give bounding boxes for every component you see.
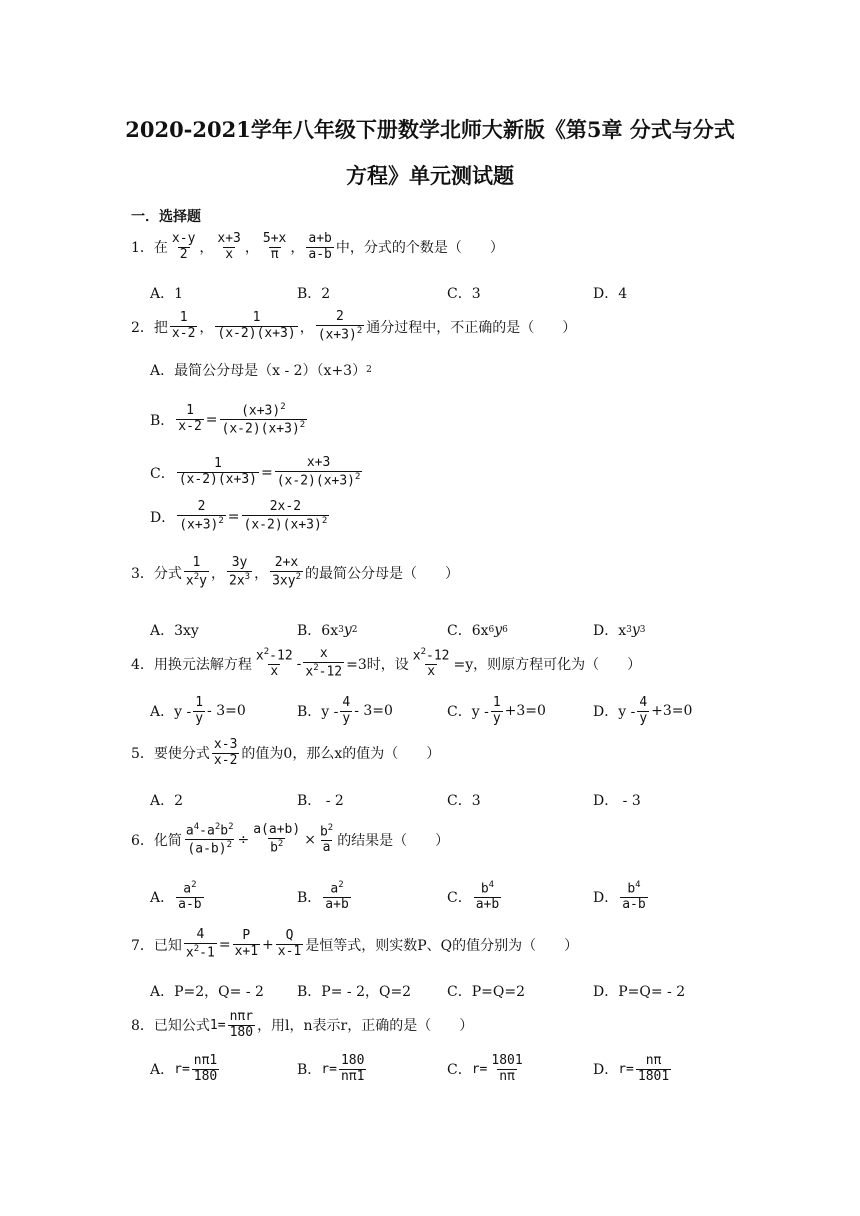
q7-option-b: B．P= - 2，Q=2 (297, 984, 412, 1000)
section-heading: 一．选择题 (131, 209, 201, 225)
q2-option-d: D． $\frac{2}{(x+3)^2}$ = $\frac{2x-2}{(x-2)(x+3)^2}$ (150, 499, 328, 533)
fraction: $\frac{5+x}{\pi}$ (262, 231, 287, 262)
question-4: 4．用换元法解方程 $\frac{x^2-12}{x}$ - $\frac{x}{x^2-12}$ =3时，设 $\frac{x^2-12}{x}$ =y，则原方程可化为（ ） (131, 646, 642, 680)
q7-option-a: A．P=2，Q= - 2 (150, 984, 264, 1000)
q3-option-c: C．6x 6 y 6 (447, 622, 508, 639)
q4-option-c: C．y - $\frac{1}{y}$ +3=0 (447, 695, 546, 726)
fraction: $\frac{x^2-12}{x}$ (255, 647, 293, 680)
q5-option-a: A．2 (150, 793, 184, 809)
question-1: 1．在 $\frac{x-y}{2}$ ， $\frac{x+3}{x}$ ， $\frac{5+x}{\pi}$ ， $\frac{a+b}{a-b}$ 中，分式的个数是（ ） (131, 231, 504, 262)
question-7: 7．已知 $\frac{4}{x^2-1}$ = $\frac{P}{x+1}$ + $\frac{Q}{x-1}$ 是恒等式，则实数P、Q的值分别为（ ） (131, 927, 579, 961)
fraction: $\frac{a(a+b)}{b^2}$ (253, 822, 301, 856)
q7-option-c: C．P=Q=2 (447, 984, 525, 1000)
fraction: $\frac{4}{x^2-1}$ (185, 927, 215, 961)
title-line-2: 方程》单元测试题 (346, 163, 514, 188)
q8-option-d: D． r= $\frac{n\pi}{1801}$ (593, 1053, 670, 1084)
q7-option-d: D．P=Q= - 2 (593, 984, 686, 1000)
fraction: $\frac{a^4-a^2b^2}{(a-b)^2}$ (185, 822, 234, 857)
q4-option-a: A．y - $\frac{1}{y}$ - 3=0 (150, 695, 246, 726)
q6-option-c: C． $\frac{b^4}{a+b}$ (447, 880, 500, 913)
question-6: 6．化简 $\frac{a^4-a^2b^2}{(a-b)^2}$ ÷ $\frac{a(a+b)}{b^2}$ × $\frac{b^2}{a}$ 的结果是（ ） (131, 822, 450, 857)
fraction: $\frac{b^2}{a}$ (319, 823, 334, 856)
fraction: $\frac{1}{x^2y}$ (185, 555, 207, 589)
q6-option-a: A． $\frac{a^2}{a-b}$ (150, 880, 202, 913)
q2-option-a: A．最简公分母是（x - 2）（x+3） 2 (150, 363, 372, 379)
q8-option-c: C． r= $\frac{1801}{n\pi}$ (447, 1053, 523, 1084)
fraction: $\frac{1}{x-2}$ (171, 310, 196, 342)
q3-option-d: D．x 3 y 3 (593, 622, 646, 639)
q4-option-b: B．y - $\frac{4}{y}$ - 3=0 (297, 695, 393, 726)
q2-option-c: C． $\frac{1}{(x-2)(x+3)}$ = $\frac{x+3}{(x-2)(x+3)^2}$ (150, 455, 361, 489)
q1-option-b: B．2 (297, 286, 331, 302)
question-8: 8．已知公式 1= $\frac{\text{nπr}}{180}$ ，用l，n表示r，正确的是（ ） (131, 1009, 474, 1040)
question-2: 2．把 $\frac{1}{x-2}$ ， $\frac{1}{(x-2)(x+3)}$ ， $\frac{2}{(x+3)^2}$ 通分过程中，不正确的是（ ） (131, 309, 577, 343)
question-5: 5．要使分式 $\frac{x-3}{x-2}$ 的值为0，那么x的值为（ ） (131, 737, 441, 768)
q1-option-c: C．3 (447, 286, 481, 302)
q3-option-b: B．6x 3 y 2 (297, 622, 358, 639)
fraction: $\frac{2+x}{3xy^2}$ (272, 555, 301, 589)
title-line-1: 2020-2021学年八年级下册数学北师大新版《第5章 分式与分式 (125, 117, 735, 142)
fraction: $\frac{Q}{x-1}$ (277, 928, 302, 960)
q2-option-b: B． $\frac{1}{x-2}$ = $\frac{(x+3)^2}{(x-2)(x+3)^2}$ (150, 402, 306, 437)
question-3: 3．分式 $\frac{1}{x^2y}$ ， $\frac{3y}{2x^3}$ ， $\frac{2+x}{3xy^2}$ 的最简公分母是（ ） (131, 555, 459, 589)
fraction: $\frac{\text{nπr}}{180}$ (229, 1009, 254, 1040)
fraction: $\frac{2}{(x+3)^2}$ (317, 309, 363, 343)
fraction: $\frac{x+3}{x}$ (217, 231, 241, 262)
fraction: $\frac{3y}{2x^3}$ (229, 555, 251, 589)
q8-option-a: A． r= $\frac{n\pi 1}{180}$ (150, 1053, 218, 1084)
fraction: $\frac{1}{(x-2)(x+3)}$ (217, 310, 296, 342)
fraction: $\frac{P}{x+1}$ (234, 928, 259, 960)
q5-option-d: D． - 3 (593, 793, 641, 809)
q6-option-b: B． $\frac{a^2}{a+b}$ (297, 880, 349, 913)
fraction: $\frac{x}{x^2-12}$ (305, 646, 343, 680)
fraction: $\frac{x-y}{2}$ (171, 231, 196, 262)
q6-option-d: D． $\frac{b^4}{a-b}$ (593, 880, 646, 913)
q8-option-b: B． r= $\frac{180}{n\pi 1}$ (297, 1053, 365, 1084)
q4-option-d: D．y - $\frac{4}{y}$ +3=0 (593, 695, 693, 726)
fraction: $\frac{x^2-12}{x}$ (412, 647, 450, 680)
q1-option-d: D．4 (593, 286, 628, 302)
q1-option-a: A．1 (150, 286, 184, 302)
fraction: $\frac{a+b}{a-b}$ (308, 231, 332, 262)
q3-option-a: A．3xy (150, 623, 199, 639)
fraction: $\frac{x-3}{x-2}$ (213, 737, 238, 768)
q5-option-c: C．3 (447, 793, 481, 809)
q5-option-b: B． - 2 (297, 793, 344, 809)
